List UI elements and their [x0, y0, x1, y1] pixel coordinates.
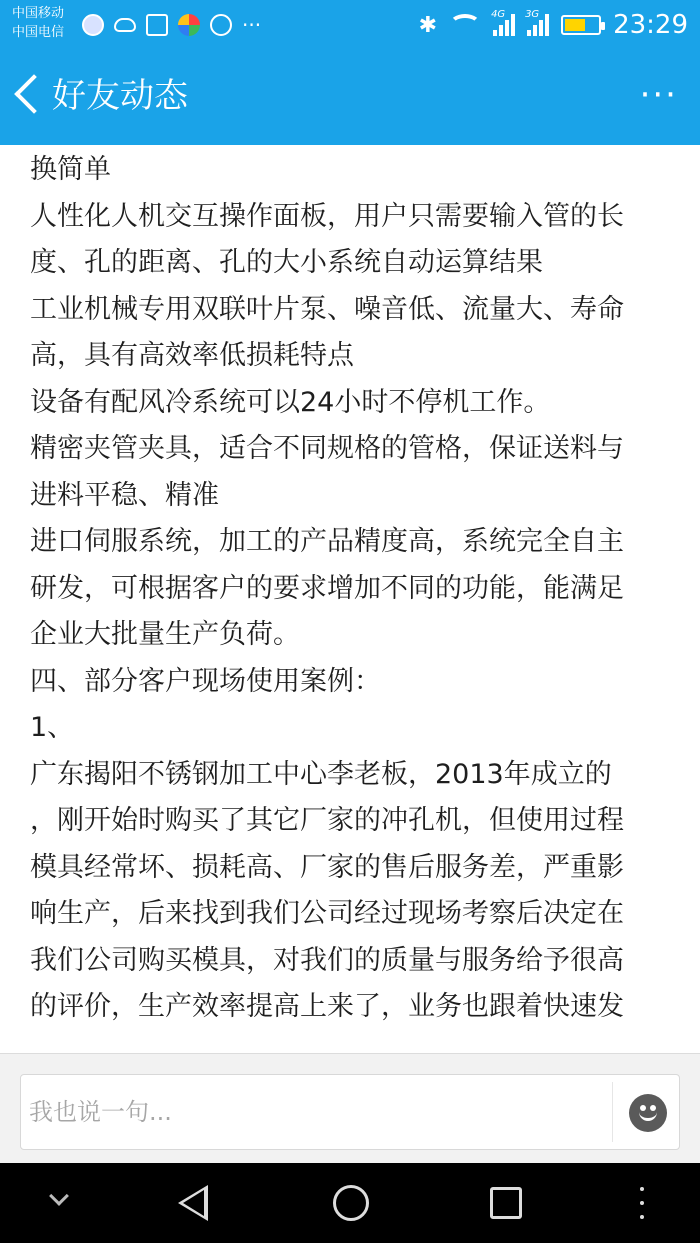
carrier-2: 中国电信 [12, 25, 65, 40]
cloud-icon [114, 18, 136, 32]
system-icons [419, 8, 688, 42]
article-line: 人性化人机交互操作面板，用户只需要输入管的长 [30, 200, 624, 232]
bubble-icon [82, 14, 104, 36]
pinwheel-icon [178, 14, 200, 36]
carrier-info [12, 4, 64, 42]
image-icon [146, 14, 168, 36]
article-line: ，刚开始时购买了其它厂家的冲孔机，但使用过程 [30, 805, 624, 836]
bluetooth-icon: ✱ [418, 12, 438, 38]
home-circle-icon[interactable] [333, 1185, 369, 1221]
circle-icon [210, 14, 232, 36]
article-line: 模具经常坏、损耗高、厂家的售后服务差，严重影 [30, 851, 624, 883]
signal-icon-2 [525, 9, 549, 36]
wifi-icon [449, 14, 481, 36]
back-triangle-icon[interactable] [178, 1185, 208, 1221]
network-type-1: 4G [491, 9, 506, 20]
article-line: 高，具有高效率低损耗特点 [30, 340, 354, 371]
navigation-bar [0, 1163, 700, 1243]
comment-input[interactable] [20, 1074, 680, 1150]
clock: 23:29 [613, 10, 688, 40]
back-chevron-icon [14, 74, 54, 114]
article-line: 我们公司购买模具，对我们的质量与服务给予很高 [30, 944, 624, 976]
notification-icons [82, 12, 261, 38]
article-line: 广东揭阳不锈钢加工中心李老板，2013年成立的 [30, 758, 612, 790]
more-vertical-icon[interactable] [640, 1187, 644, 1219]
article-line: 设备有配风冷系统可以24小时不停机工作。 [30, 386, 551, 418]
article-line: 响生产，后来找到我们公司经过现场考察后决定在 [30, 898, 624, 929]
more-notifications-icon: ··· [242, 13, 262, 37]
article-content[interactable] [0, 145, 700, 1053]
carrier-1: 中国移动 [12, 6, 65, 21]
chevron-down-icon[interactable] [49, 1186, 69, 1206]
battery-icon [561, 15, 601, 35]
article-line: 精密夹管夹具，适合不同规格的管格，保证送料与 [30, 433, 624, 464]
emoji-icon[interactable] [629, 1094, 667, 1132]
page-title: 好友动态 [52, 76, 188, 116]
article-line: 进料平稳、精准 [30, 479, 219, 511]
status-bar [0, 0, 700, 50]
more-options-icon[interactable]: ··· [639, 75, 678, 115]
article-line: 企业大批量生产负荷。 [30, 619, 300, 650]
network-type-2: 3G [525, 9, 540, 20]
article-line: 的评价，生产效率提高上来了，业务也跟着快速发 [30, 991, 624, 1022]
article-line: 工业机械专用双联叶片泵、噪音低、流量大、寿命 [30, 293, 624, 325]
article-line: 度、孔的距离、孔的大小系统自动运算结果 [30, 247, 543, 278]
article-line: 研发，可根据客户的要求增加不同的功能，能满足 [30, 572, 624, 604]
divider [612, 1082, 613, 1142]
article-line: 1、 [30, 712, 75, 743]
back-button[interactable] [0, 50, 200, 145]
article-line: 进口伺服系统，加工的产品精度高，系统完全自主 [30, 526, 624, 557]
title-bar [0, 50, 700, 145]
article-line: 换简单 [30, 154, 111, 185]
article-line: 四、部分客户现场使用案例： [30, 665, 381, 697]
comment-bar [0, 1053, 700, 1163]
signal-icon [491, 9, 515, 36]
recent-apps-icon[interactable] [490, 1187, 522, 1219]
